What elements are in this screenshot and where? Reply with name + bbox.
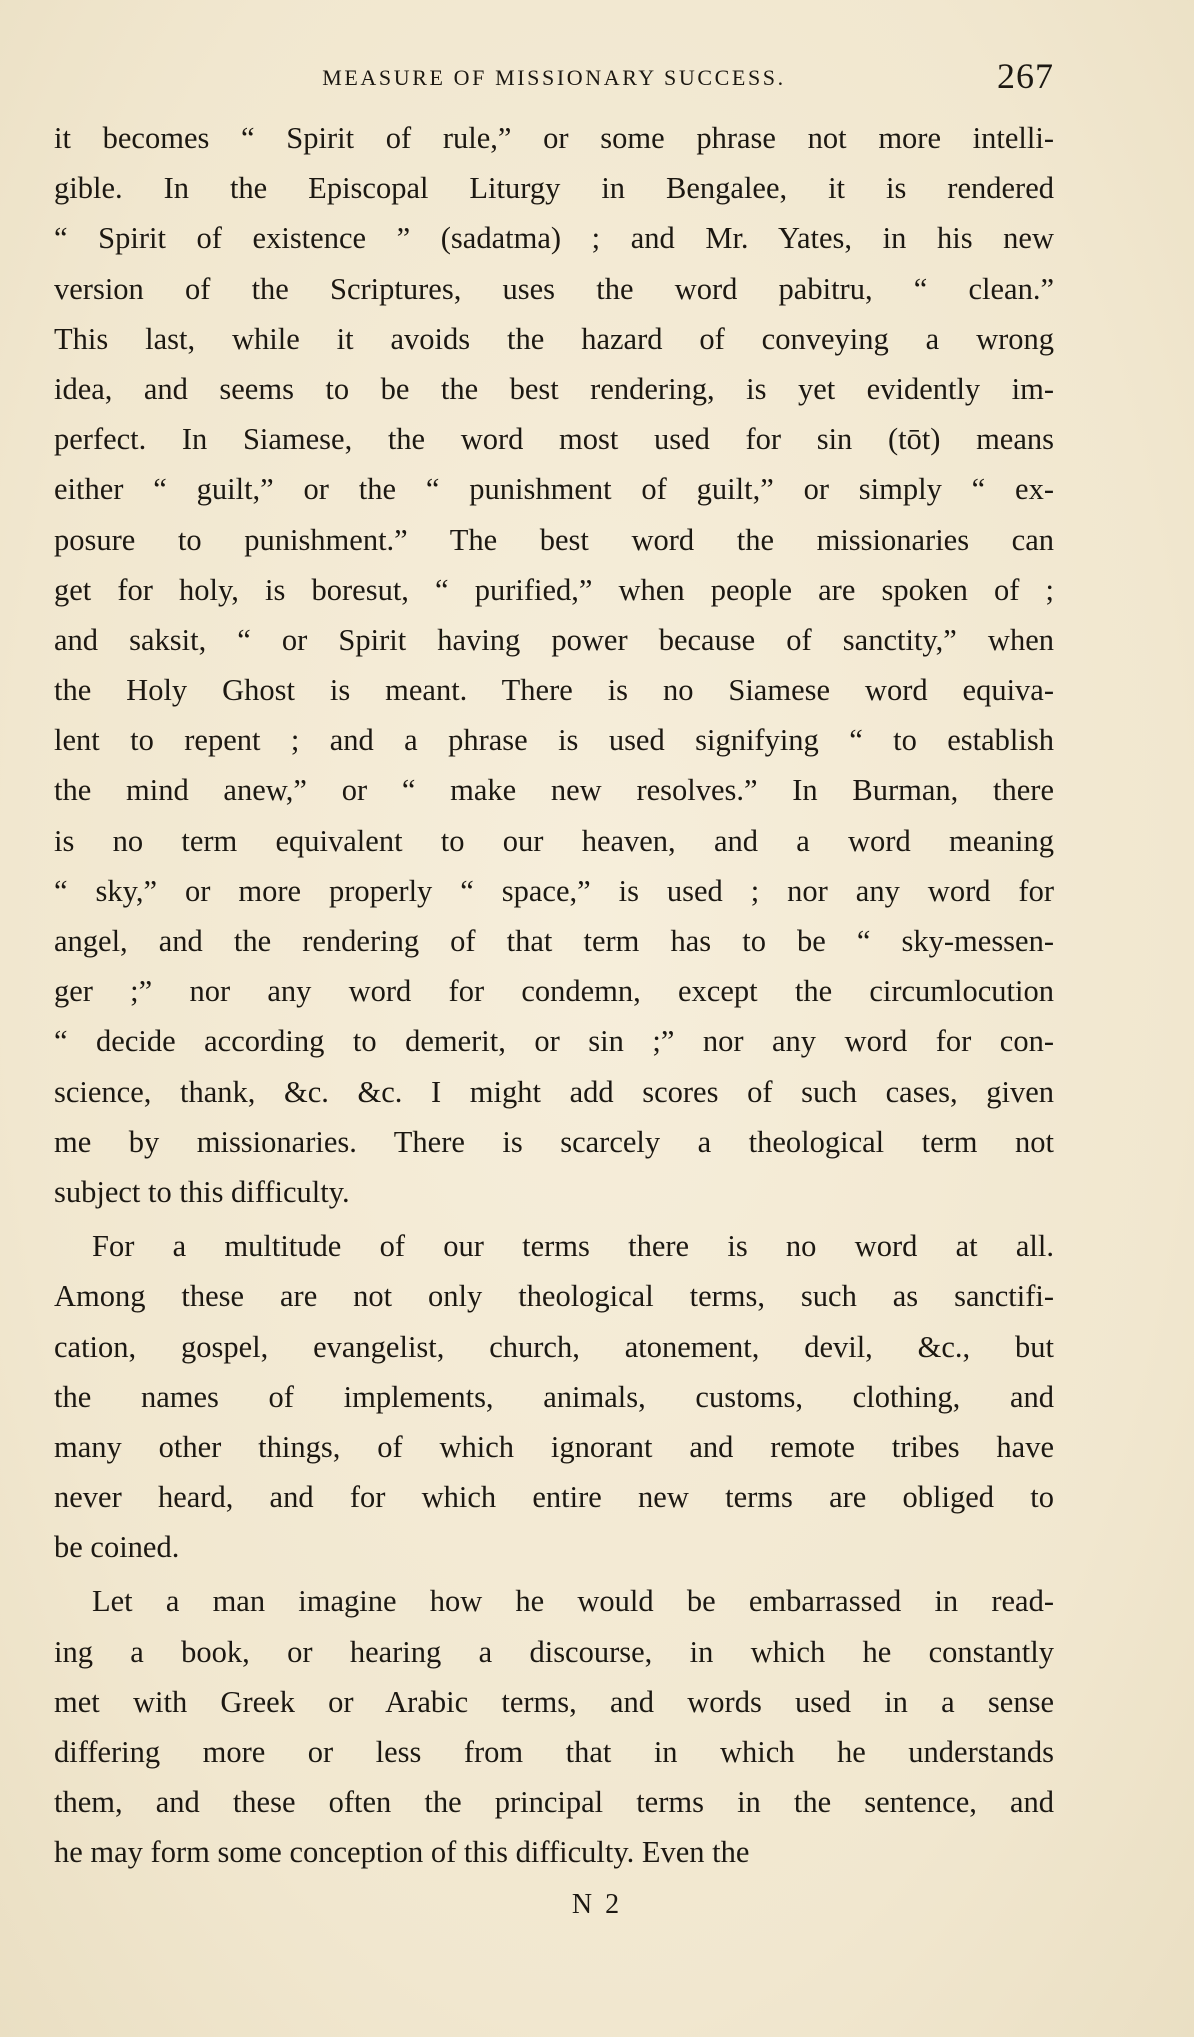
signature-mark: N 2 <box>571 1889 623 1920</box>
paragraph <box>54 1221 1054 1572</box>
text-line: Among these are not only theological terms, such as sanctifi- <box>54 1279 1054 1314</box>
text-line: never heard, and for which entire new terms are obliged to <box>54 1480 1054 1515</box>
text-line: gible. In the Episcopal Liturgy in Bengalee, it is rendered <box>54 171 1054 206</box>
text-line: and saksit, “ or Spirit having power because of sanctity,” when <box>54 622 1054 657</box>
text-line: the mind anew,” or “ make new resolves.” In Burman, there <box>54 773 1054 808</box>
text-line: Let a man imagine how he would be embarrassed in read- <box>92 1584 1054 1619</box>
text-line: version of the Scriptures, uses the word pabitru, “ clean.” <box>54 271 1054 306</box>
text-line: he may form some conception of this difficulty. Even the <box>54 1835 750 1870</box>
text-line: This last, while it avoids the hazard of conveying a wrong <box>54 321 1054 356</box>
text-line: met with Greek or Arabic terms, and words used in a sense <box>54 1684 1054 1719</box>
text-line: “ decide according to demerit, or sin ;” nor any word for con- <box>54 1024 1054 1059</box>
text-line: many other things, of which ignorant and remote tribes have <box>54 1429 1054 1464</box>
paragraph <box>54 113 1054 1217</box>
text-line: cation, gospel, evangelist, church, atonement, devil, &c., but <box>54 1329 1054 1364</box>
text-line: me by missionaries. There is scarcely a theological term not <box>54 1124 1054 1159</box>
paragraph <box>54 1576 1054 1877</box>
text-line: posure to punishment.” The best word the missionaries can <box>54 522 1054 557</box>
text-line: get for holy, is boresut, “ purified,” when people are spoken of ; <box>54 572 1054 607</box>
text-line: ing a book, or hearing a discourse, in which he constantly <box>54 1634 1054 1669</box>
text-line: “ sky,” or more properly “ space,” is used ; nor any word for <box>54 873 1054 908</box>
text-line: them, and these often the principal terms in the sentence, and <box>54 1785 1054 1820</box>
text-line: the names of implements, animals, customs, clothing, and <box>54 1379 1054 1414</box>
text-line: lent to repent ; and a phrase is used signifying “ to establish <box>54 723 1054 758</box>
text-line: For a multitude of our terms there is no word at all. <box>92 1229 1054 1264</box>
text-line: perfect. In Siamese, the word most used for sin (tōt) means <box>54 422 1054 457</box>
text-line: “ Spirit of existence ” (sadatma) ; and Mr. Yates, in his new <box>54 221 1054 256</box>
text-line: angel, and the rendering of that term has to be “ sky-messen- <box>54 924 1054 958</box>
text-line: be coined. <box>54 1530 180 1565</box>
text-line: science, thank, &c. &c. I might add scores of such cases, given <box>54 1074 1054 1109</box>
page-number: 267 <box>997 56 1054 96</box>
running-head: MEASURE OF MISSIONARY SUCCESS. <box>322 65 786 90</box>
text-line: the Holy Ghost is meant. There is no Siamese word equiva- <box>54 673 1054 708</box>
text-line: is no term equivalent to our heaven, and a word meaning <box>54 823 1054 858</box>
text-line: ger ;” nor any word for condemn, except the circumlocution <box>54 974 1054 1009</box>
text-line: subject to this difficulty. <box>54 1174 350 1209</box>
text-line: differing more or less from that in which he understands <box>54 1735 1054 1769</box>
text-line: idea, and seems to be the best rendering, is yet evidently im- <box>54 371 1054 406</box>
page-header <box>54 55 1054 105</box>
text-line: it becomes “ Spirit of rule,” or some phrase not more intelli- <box>54 121 1054 155</box>
body-text <box>54 113 1054 1878</box>
text-line: either “ guilt,” or the “ punishment of guilt,” or simply “ ex- <box>54 472 1054 507</box>
